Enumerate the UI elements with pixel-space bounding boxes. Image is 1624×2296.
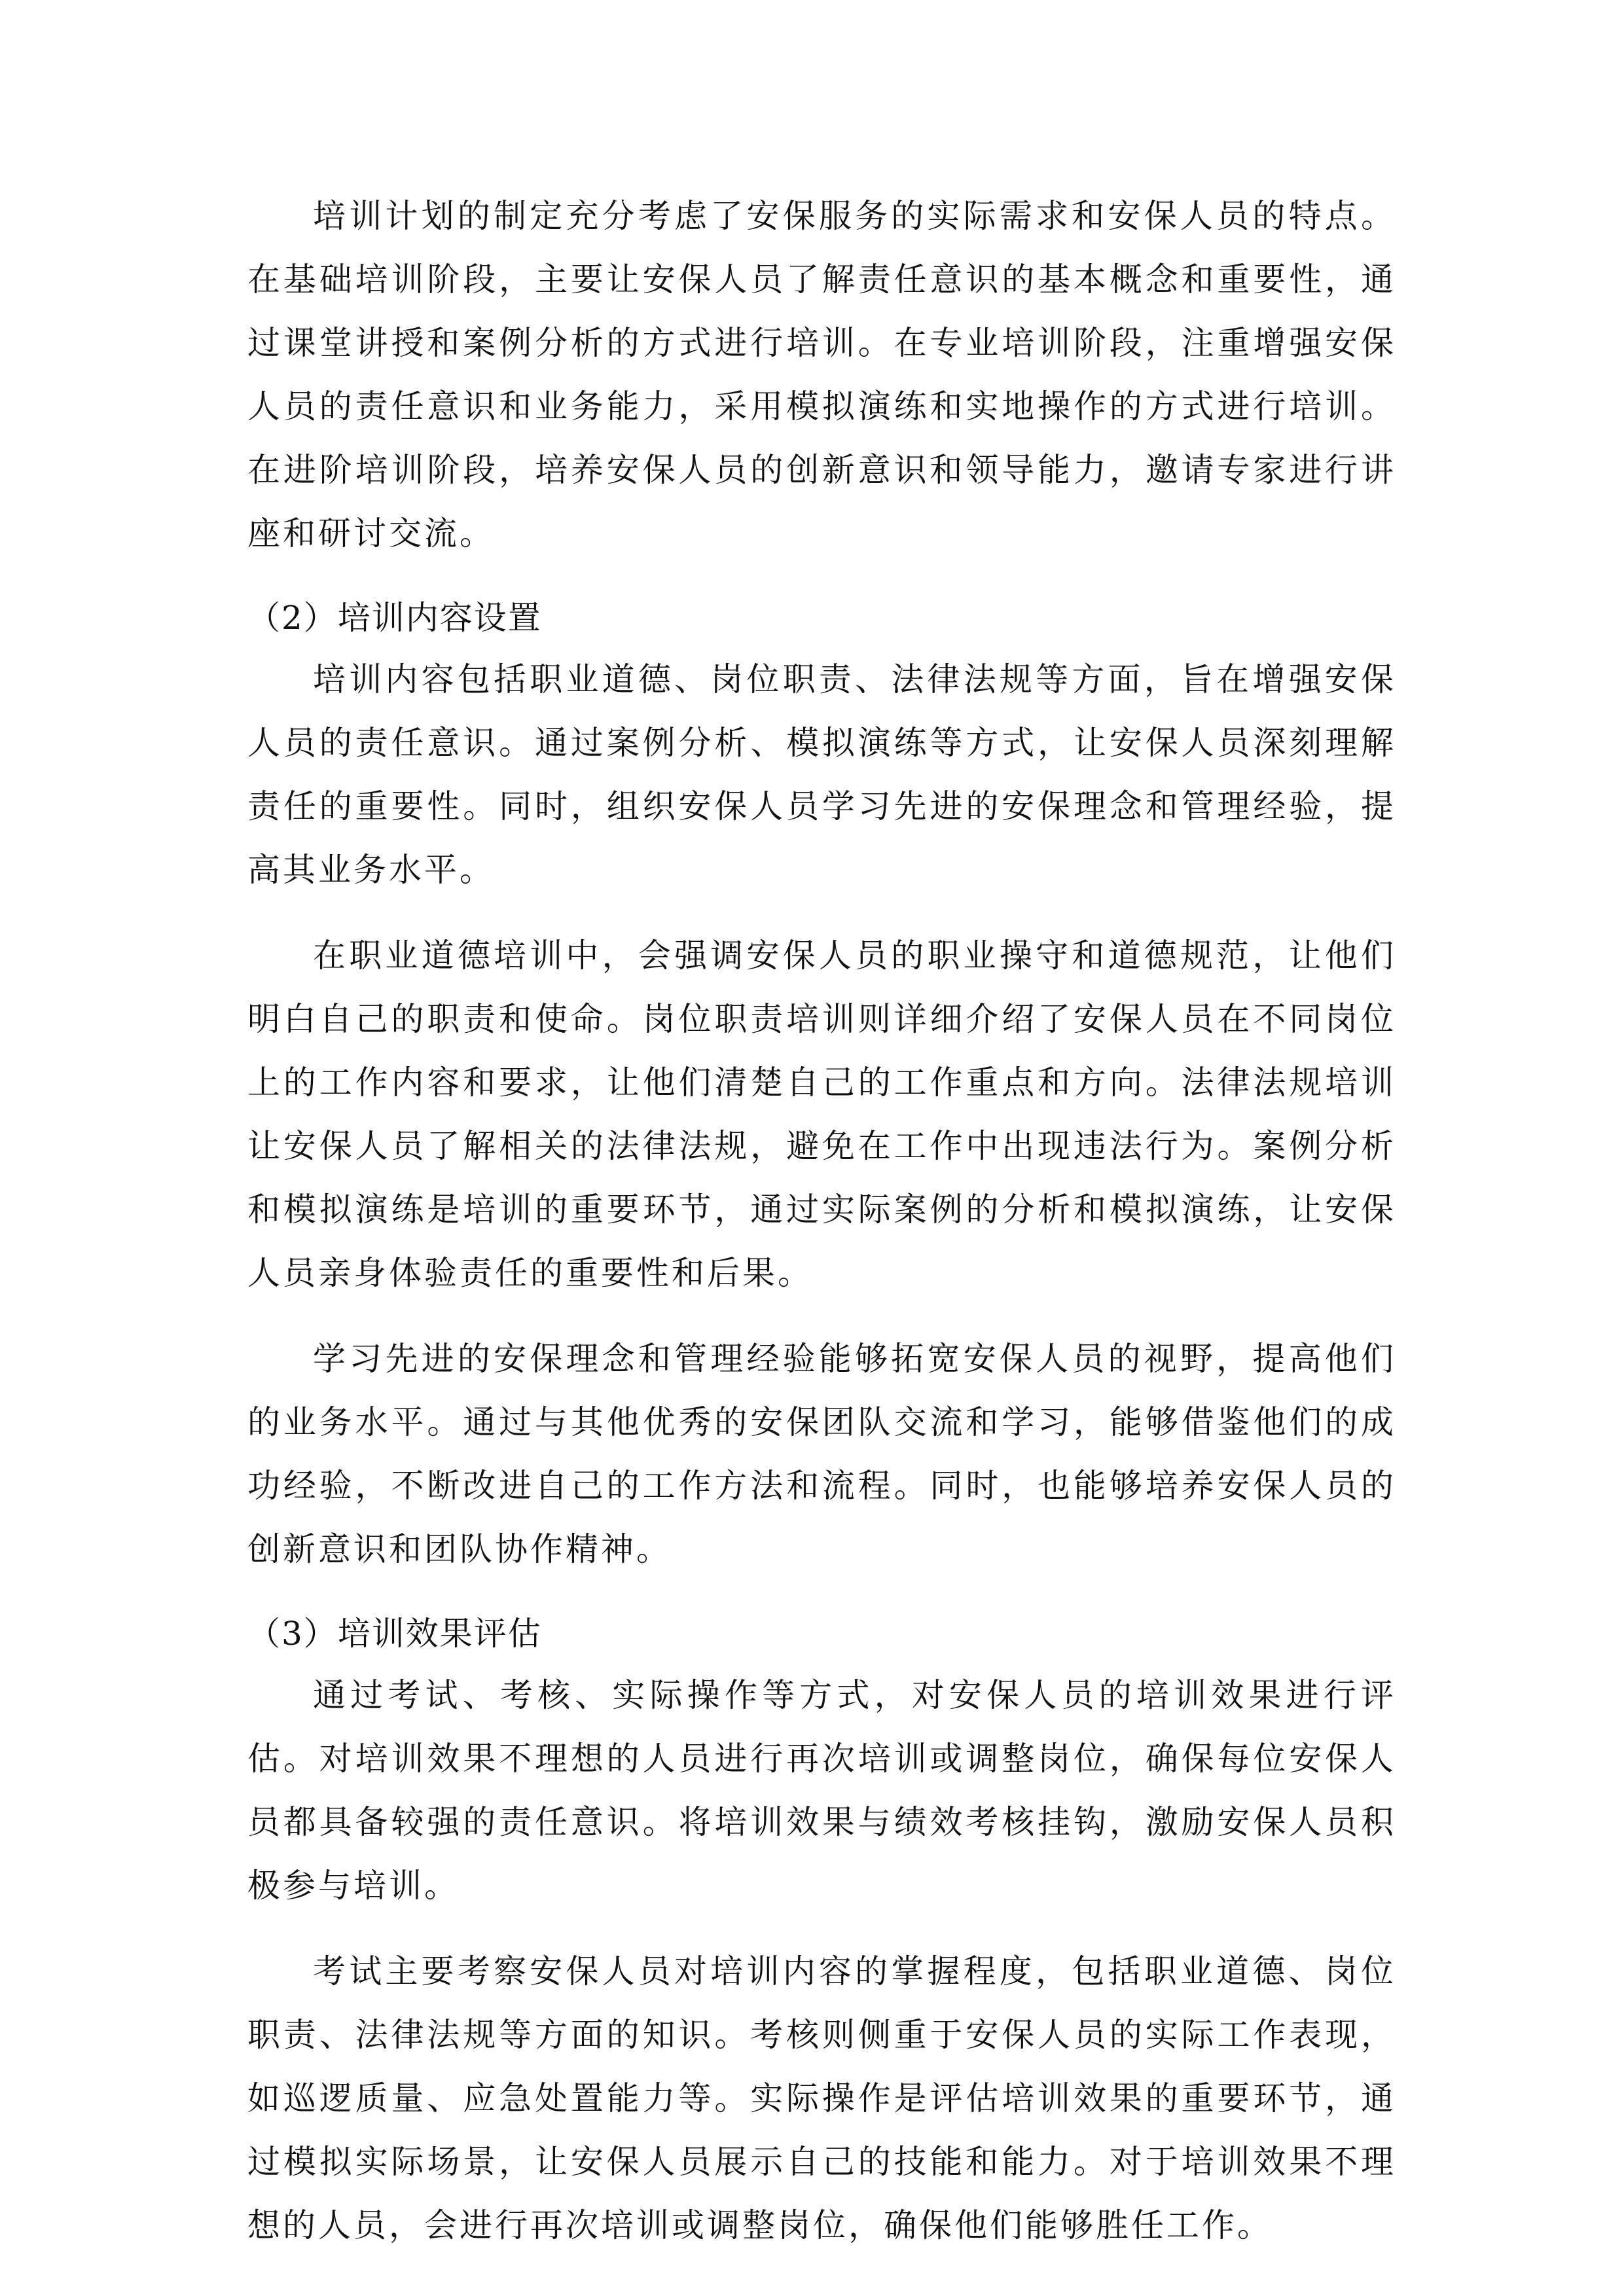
paragraph-ethics-training: 在职业道德培训中，会强调安保人员的职业操守和道德规范，让他们明白自己的职责和使命。岗位职责培训则详细介绍了安保人员在不同岗位上的工作内容和要求，让他们清楚自己的工作重点和方向。法律法规培训让安保人员了解相关的法律法规，避免在工作中出现违法行为。案例分析和模拟演练是培训的重要环节，通过实际案例的分析和模拟演练，让安保人员亲身体验责任的重要性和后果。 [247,937,1396,1292]
paragraph-advanced-concepts: 学习先进的安保理念和管理经验能够拓宽安保人员的视野，提高他们的业务水平。通过与其他优秀的安保团队交流和学习，能够借鉴他们的成功经验，不断改进自己的工作方法和流程。同时，也能够培养安保人员的创新意识和团队协作精神。 [247,1340,1396,1568]
paragraph-training-plan: 培训计划的制定充分考虑了安保服务的实际需求和安保人员的特点。在基础培训阶段，主要让安保人员了解责任意识的基本概念和重要性，通过课堂讲授和案例分析的方式进行培训。在专业培训阶段，注重增强安保人员的责任意识和业务能力，采用模拟演练和实地操作的方式进行培训。在进阶培训阶段，培养安保人员的创新意识和领导能力，邀请专家进行讲座和研讨交流。 [247,197,1396,552]
paragraph-evaluation-methods: 通过考试、考核、实际操作等方式，对安保人员的培训效果进行评估。对培训效果不理想的人员进行再次培训或调整岗位，确保每位安保人员都具备较强的责任意识。将培训效果与绩效考核挂钩，激励安保人员积极参与培训。 [247,1676,1396,1905]
document-body [247,185,1396,2280]
section-heading-effect-evaluation: （3）培训效果评估 [247,1615,542,1653]
paragraph-content-overview: 培训内容包括职业道德、岗位职责、法律法规等方面，旨在增强安保人员的责任意识。通过案例分析、模拟演练等方式，让安保人员深刻理解责任的重要性。同时，组织安保人员学习先进的安保理念和管理经验，提高其业务水平。 [247,660,1396,889]
paragraph-exam-details: 考试主要考察安保人员对培训内容的掌握程度，包括职业道德、岗位职责、法律法规等方面的知识。考核则侧重于安保人员的实际工作表现，如巡逻质量、应急处置能力等。实际操作是评估培训效果的重要环节，通过模拟实际场景，让安保人员展示自己的技能和能力。对于培训效果不理想的人员，会进行再次培训或调整岗位，确保他们能够胜任工作。 [247,1952,1396,2244]
section-heading-content-setting: （2）培训内容设置 [247,599,542,637]
